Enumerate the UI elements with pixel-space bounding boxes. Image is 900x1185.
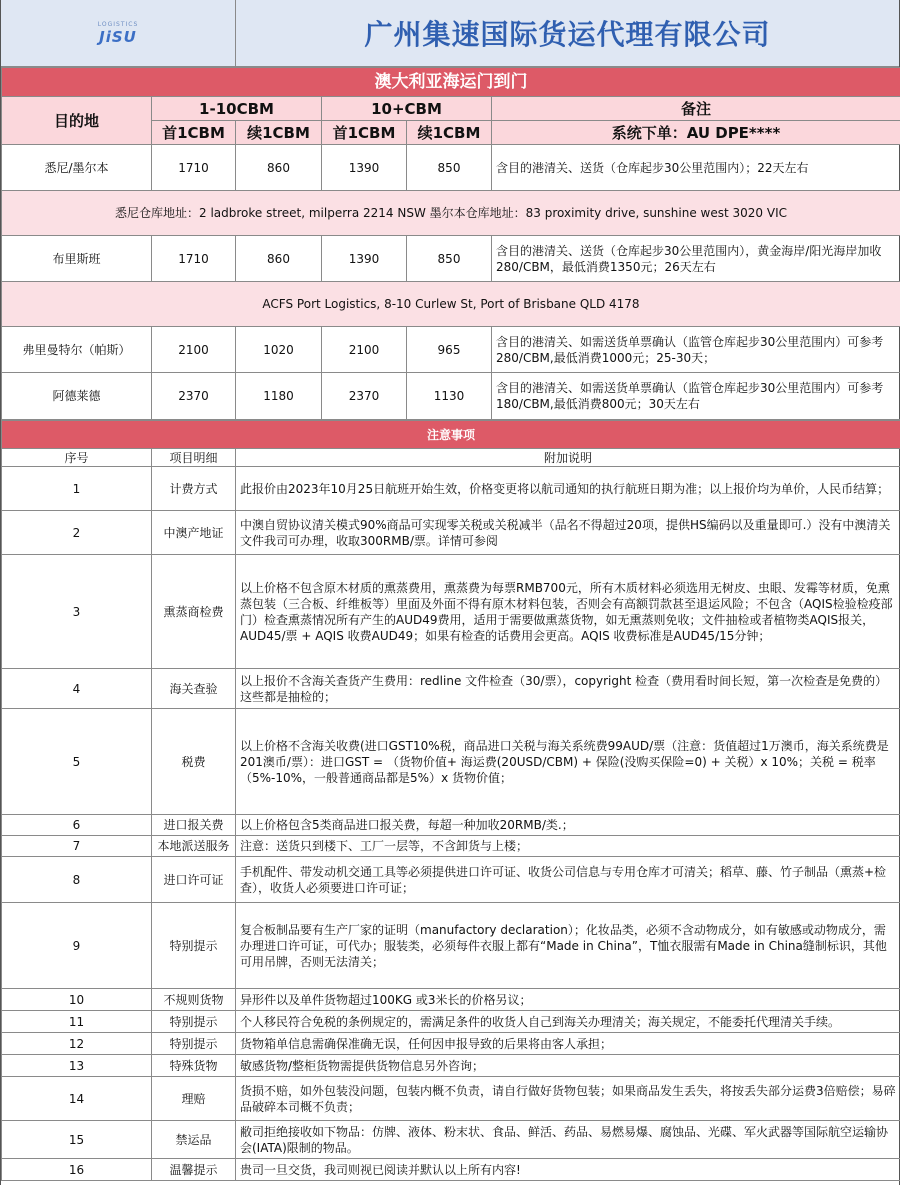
note-item: 特别提示: [152, 1011, 236, 1033]
rate-value: 850: [407, 236, 492, 282]
note-num: 4: [2, 669, 152, 709]
company-name: 广州集速国际货运代理有限公司: [236, 0, 899, 66]
rate-value: 965: [407, 327, 492, 373]
rate-value: 860: [236, 145, 322, 191]
note-item: 温馨提示: [152, 1159, 236, 1181]
note-item: 熏蒸商检费: [152, 555, 236, 669]
notes-row: [2, 989, 900, 1011]
notes-row: [2, 555, 900, 669]
note-desc: 货物箱单信息需确保准确无误，任何因申报导致的后果将由客人承担；: [236, 1033, 900, 1055]
note-num: 14: [2, 1077, 152, 1121]
note-desc: 以上价格不含海关收费(进口GST10%税，商品进口关税与海关系统费99AUD/票（注意：货值超过1万澳币，海关系统费是201澳币/票）：进口GST = （货物价值+ 海运费(20USD/CBM) + 保险(没购买保险=0) + 关税）x 10%；关税 = 税率（5%-10%，一般普通商品都是5%）x 货物价值；: [236, 709, 900, 815]
note-desc: 以上报价不含海关查货产生费用：redline 文件检查（30/票），copyright 检查（费用看时间长短，第一次检查是免费的）这些都是抽检的；: [236, 669, 900, 709]
note-desc: 贵司一旦交货，我司则视已阅读并默认以上所有内容!: [236, 1159, 900, 1181]
logo-subtext: LOGISTICS: [97, 20, 139, 28]
note-desc: 复合板制品要有生产厂家的证明（manufactory declaration）；化妆品类，必须不含动物成分，如有敏感或动物成分，需办理进口许可证，可代办；服装类，必须每件衣服上都有“Made in China”，T恤衣服需有Made in China缝制标识，其他可用吊牌，否则无法清关；: [236, 903, 900, 989]
note-desc: 注意：送货只到楼下、工厂一层等，不含卸货与上楼；: [236, 836, 900, 857]
header-range-1-10: 1-10CBM: [152, 97, 322, 121]
rate-note: 含目的港清关、如需送货单票确认（监管仓库起步30公里范围内）可参考280/CBM,最低消费1000元；25-30天；: [492, 327, 900, 373]
note-desc: 以上价格不包含原木材质的熏蒸费用，熏蒸费为每票RMB700元，所有木质材料必须选用无树皮、虫眼、发霉等材质，免熏蒸包装（三合板、纤维板等）里面及外面不得有原木材料包装，否则会有高额罚款甚至退运风险；不包含（AQIS检验检疫部门）检查熏蒸情况所有产生的AUD49费用，适用于需要做熏蒸货物，如无熏蒸则免收；文件抽检或者植物类AQIS报关，AUD45/票 + AQIS 收费AUD49；如果有检查的话费用会更高。AQIS 收费标准是AUD45/15分钟；: [236, 555, 900, 669]
note-desc: 异形件以及单件货物超过100KG 或3米长的价格另议；: [236, 989, 900, 1011]
rate-value: 850: [407, 145, 492, 191]
note-num: 6: [2, 815, 152, 836]
notes-row: [2, 467, 900, 511]
rate-dest: 悉尼/墨尔本: [2, 145, 152, 191]
rate-dest: 布里斯班: [2, 236, 152, 282]
rate-value: 1180: [236, 373, 322, 420]
route-title: 澳大利亚海运门到门: [2, 68, 900, 97]
header-system-code: 系统下单：AU DPE****: [492, 121, 900, 145]
note-desc: 以上价格包含5类商品进口报关费，每超一种加收20RMB/类.；: [236, 815, 900, 836]
header-destination: 目的地: [2, 97, 152, 145]
rate-note: 含目的港清关、送货（仓库起步30公里范围内）；22天左右: [492, 145, 900, 191]
rate-note: 含目的港清关、送货（仓库起步30公里范围内），黄金海岸/阳光海岸加收280/CBM，最低消费1350元；26天左右: [492, 236, 900, 282]
note-num: 16: [2, 1159, 152, 1181]
header-first-cbm: 首1CBM: [152, 121, 236, 145]
notes-row: [2, 836, 900, 857]
header-cont-cbm: 续1CBM: [236, 121, 322, 145]
notes-title: 注意事项: [2, 421, 900, 449]
rate-row: [2, 145, 900, 191]
notes-row: [2, 1077, 900, 1121]
note-num: 12: [2, 1033, 152, 1055]
rate-value: 2370: [152, 373, 236, 420]
notes-row: [2, 815, 900, 836]
note-num: 3: [2, 555, 152, 669]
notes-row: [2, 1055, 900, 1077]
note-desc: 敝司拒绝接收如下物品：仿牌、液体、粉末状、食品、鲜活、药品、易燃易爆、腐蚀品、光碟、军火武器等国际航空运输协会(IATA)限制的物品。: [236, 1121, 900, 1159]
note-desc: 个人移民符合免税的条例规定的，需满足条件的收货人自己到海关办理清关；海关规定，不能委托代理清关手续。: [236, 1011, 900, 1033]
note-num: 1: [2, 467, 152, 511]
notes-row: [2, 857, 900, 903]
note-desc: 此报价由2023年10月25日航班开始生效，价格变更将以航司通知的执行航班日期为准；以上报价均为单价，人民币结算；: [236, 467, 900, 511]
page-header: [1, 0, 899, 67]
notes-row: [2, 709, 900, 815]
note-num: 7: [2, 836, 152, 857]
note-item: 海关查验: [152, 669, 236, 709]
rate-dest: 阿德莱德: [2, 373, 152, 420]
rate-note: 含目的港清关、如需送货单票确认（监管仓库起步30公里范围内）可参考180/CBM,最低消费800元；30天左右: [492, 373, 900, 420]
note-item: 特殊货物: [152, 1055, 236, 1077]
note-item: 本地派送服务: [152, 836, 236, 857]
rate-row: [2, 236, 900, 282]
note-num: 5: [2, 709, 152, 815]
note-desc: 敏感货物/整柜货物需提供货物信息另外咨询；: [236, 1055, 900, 1077]
logo: [1, 0, 236, 66]
note-item: 禁运品: [152, 1121, 236, 1159]
logo-text: JiSU: [99, 27, 137, 46]
note-num: 2: [2, 511, 152, 555]
rate-value: 1020: [236, 327, 322, 373]
notes-header-num: 序号: [2, 449, 152, 467]
header-cont-cbm-2: 续1CBM: [407, 121, 492, 145]
note-desc: 中澳自贸协议清关模式90%商品可实现零关税或关税减半（品名不得超过20项，提供HS编码以及重量即可.）没有中澳清关文件我司可办理，收取300RMB/票。详情可参阅: [236, 511, 900, 555]
rate-value: 1710: [152, 145, 236, 191]
header-remarks: 备注: [492, 97, 900, 121]
header-first-cbm-2: 首1CBM: [322, 121, 407, 145]
rate-value: 1710: [152, 236, 236, 282]
note-item: 税费: [152, 709, 236, 815]
note-item: 特别提示: [152, 1033, 236, 1055]
note-item: 理赔: [152, 1077, 236, 1121]
rate-value: 1390: [322, 236, 407, 282]
notes-row: [2, 511, 900, 555]
note-desc: 手机配件、带发动机交通工具等必须提供进口许可证、收货公司信息与专用仓库才可清关；稻草、藤、竹子制品（熏蒸+检查），收货人必须要进口许可证；: [236, 857, 900, 903]
rate-value: 2100: [322, 327, 407, 373]
notes-row: [2, 1033, 900, 1055]
note-num: 13: [2, 1055, 152, 1077]
note-item: 进口报关费: [152, 815, 236, 836]
note-num: 10: [2, 989, 152, 1011]
warehouse-address-brisbane: ACFS Port Logistics, 8-10 Curlew St, Port of Brisbane QLD 4178: [2, 282, 900, 327]
notes-header-desc: 附加说明: [236, 449, 900, 467]
note-item: 进口许可证: [152, 857, 236, 903]
rate-value: 2100: [152, 327, 236, 373]
rate-value: 2370: [322, 373, 407, 420]
rate-row: [2, 327, 900, 373]
note-num: 8: [2, 857, 152, 903]
rate-value: 1130: [407, 373, 492, 420]
rates-table: [1, 67, 900, 420]
notes-row: [2, 903, 900, 989]
warehouse-address-syd-mel: 悉尼仓库地址：2 ladbroke street, milperra 2214 NSW 墨尔本仓库地址：83 proximity drive, sunshine west 3020 VIC: [2, 191, 900, 236]
header-range-10plus: 10+CBM: [322, 97, 492, 121]
notes-header-item: 项目明细: [152, 449, 236, 467]
notes-table: [1, 420, 900, 1181]
rate-dest: 弗里曼特尔（帕斯）: [2, 327, 152, 373]
notes-row: [2, 1159, 900, 1181]
note-item: 特别提示: [152, 903, 236, 989]
note-desc: 货损不赔，如外包装没问题，包装内概不负责，请自行做好货物包装；如果商品发生丢失，将按丢失部分运费3倍赔偿；易碎品破碎本司概不负责；: [236, 1077, 900, 1121]
rate-row: [2, 373, 900, 420]
rate-value: 860: [236, 236, 322, 282]
notes-row: [2, 1011, 900, 1033]
note-num: 11: [2, 1011, 152, 1033]
notes-row: [2, 669, 900, 709]
note-num: 15: [2, 1121, 152, 1159]
note-num: 9: [2, 903, 152, 989]
note-item: 中澳产地证: [152, 511, 236, 555]
note-item: 计费方式: [152, 467, 236, 511]
notes-row: [2, 1121, 900, 1159]
rate-value: 1390: [322, 145, 407, 191]
note-item: 不规则货物: [152, 989, 236, 1011]
